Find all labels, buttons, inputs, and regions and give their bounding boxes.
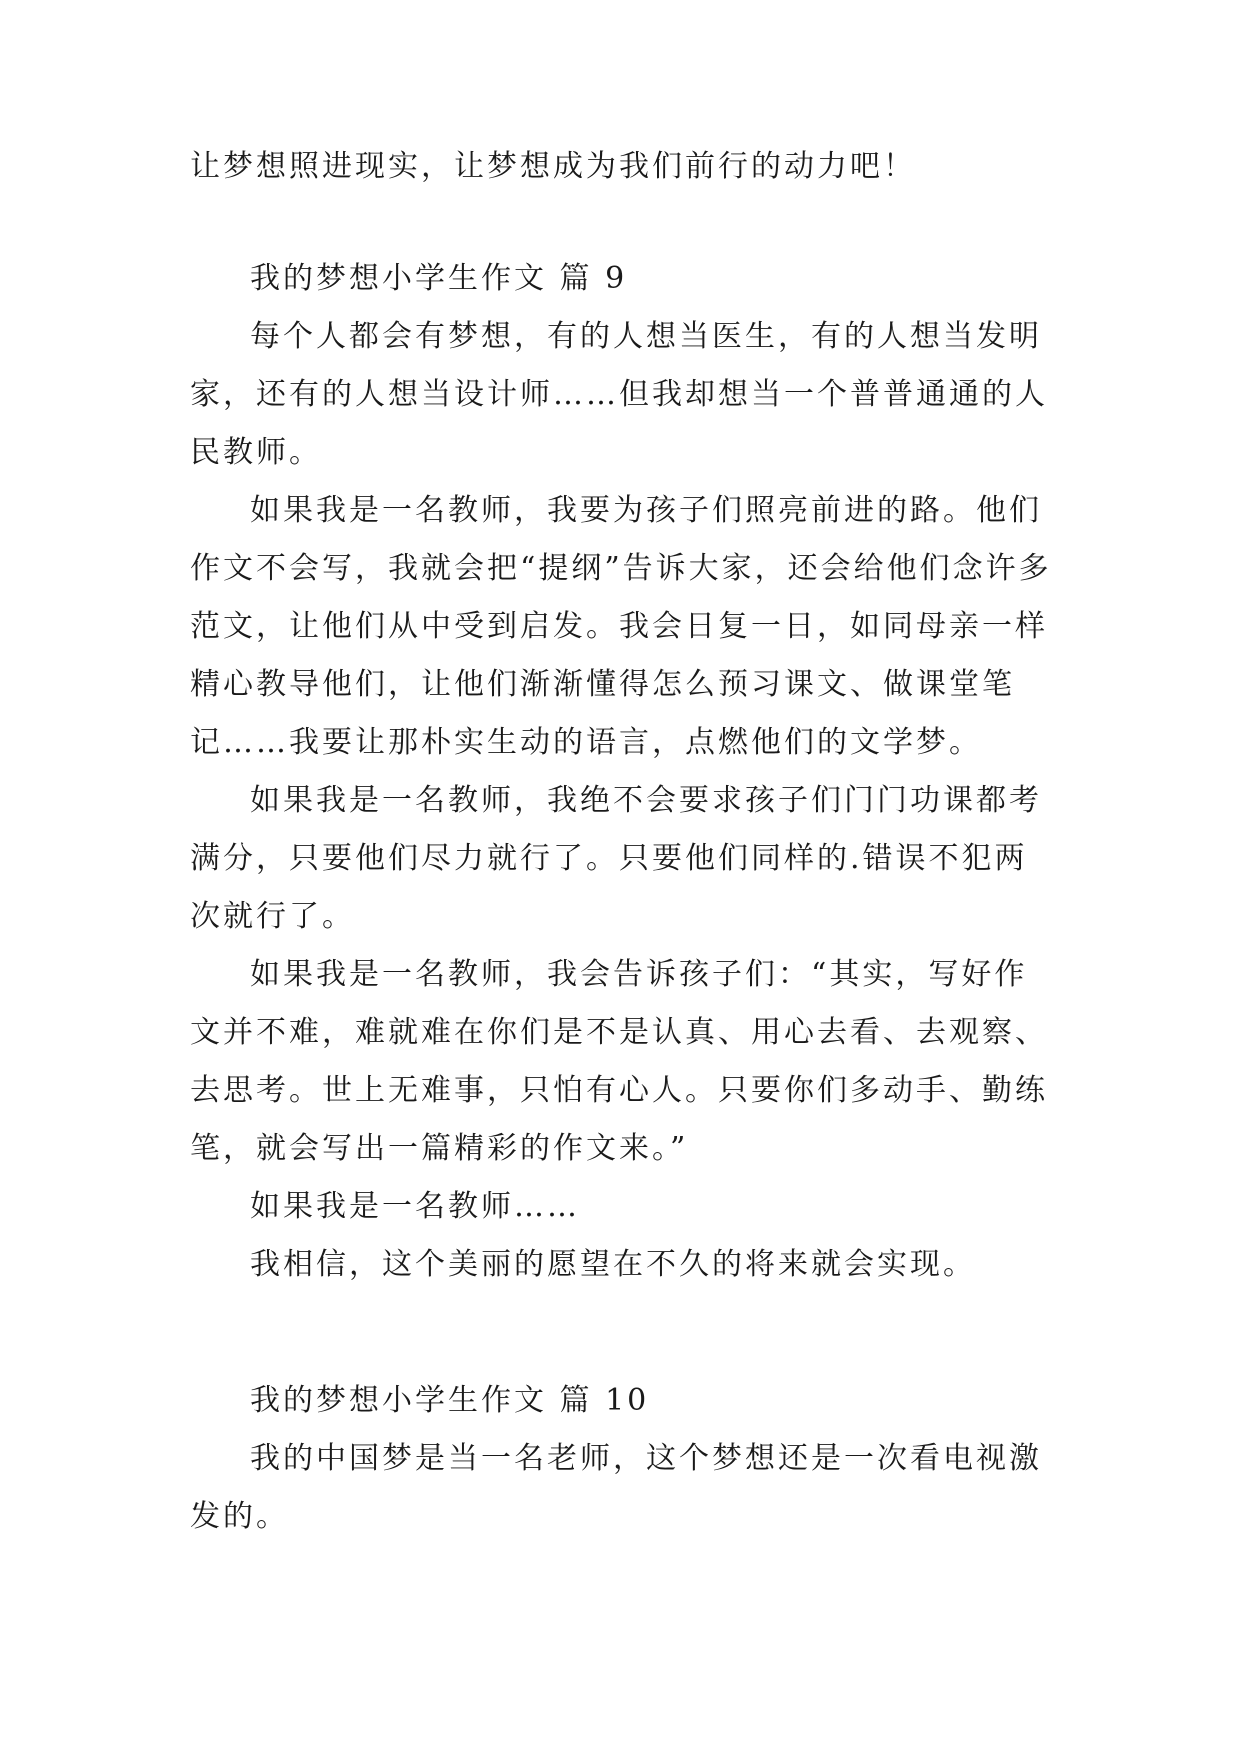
closing-sentence: 让梦想照进现实，让梦想成为我们前行的动力吧！ xyxy=(190,149,916,184)
paragraph: 我的中国梦是当一名老师，这个梦想还是一次看电视激发的。 xyxy=(190,1441,1042,1534)
paragraph: 每个人都会有梦想，有的人想当医生，有的人想当发明家，还有的人想当设计师……但我却想当一个普普通通的人民教师。 xyxy=(190,319,1048,470)
section-title: 我的梦想小学生作文 篇 10 xyxy=(250,1383,650,1418)
essay-section-9 xyxy=(190,250,1060,1294)
essay-section-10 xyxy=(190,1372,1060,1546)
paragraph: 如果我是一名教师，我绝不会要求孩子们门门功课都考满分，只要他们尽力就行了。只要他们同样的.错误不犯两次就行了。 xyxy=(190,783,1042,934)
paragraph: 如果我是一名教师…… xyxy=(250,1189,580,1224)
paragraph: 我相信，这个美丽的愿望在不久的将来就会实现。 xyxy=(250,1247,976,1282)
paragraph: 如果我是一名教师，我会告诉孩子们：“其实，写好作文并不难，难就难在你们是不是认真、用心去看、去观察、去思考。世上无难事，只怕有心人。只要你们多动手、勤练笔，就会写出一篇精彩的作文来。” xyxy=(190,957,1048,1166)
paragraph: 如果我是一名教师，我要为孩子们照亮前进的路。他们作文不会写，我就会把“提纲”告诉大家，还会给他们念许多范文，让他们从中受到启发。我会日复一日，如同母亲一样精心教导他们，让他们渐渐懂得怎么预习课文、做课堂笔记……我要让那朴实生动的语言，点燃他们的文学梦。 xyxy=(190,493,1052,760)
section-title: 我的梦想小学生作文 篇 9 xyxy=(250,261,628,296)
